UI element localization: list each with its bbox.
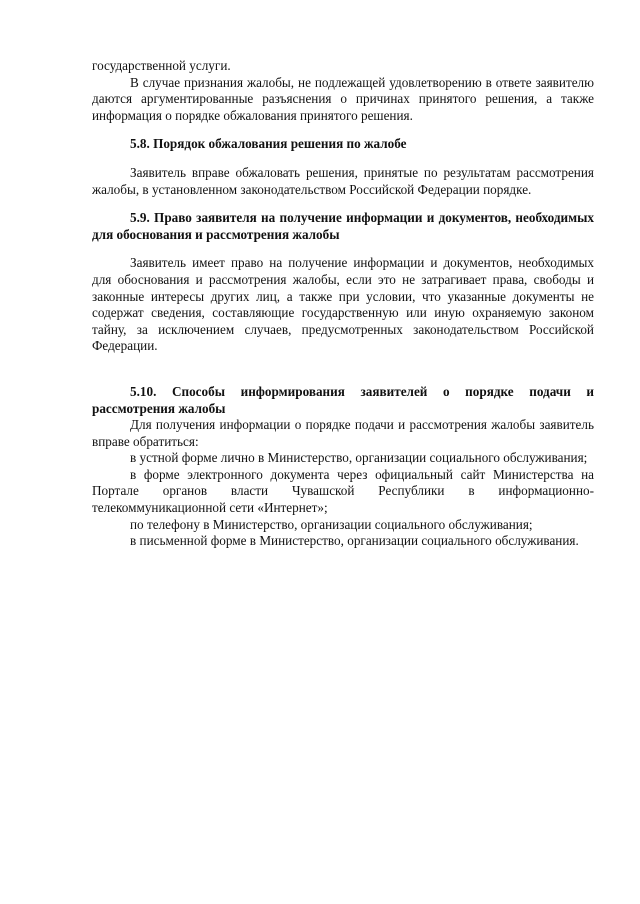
section-5-7-continuation: государственной услуги. <box>92 58 231 73</box>
section-5-9-paragraph: Заявитель имеет право на получение информации и документов, необходимых для обоснования и рассмотрения жалобы, если это не затрагивает права, свободы и законные интересы других лиц, а также при условии, что указанные документы не содержат сведения, составляющие государственную или иную охраняемую законом тайну, за исключением случаев, предусмотренных законодательством Российской Федерации. <box>92 255 594 354</box>
list-item: в устной форме лично в Министерство, организации социального обслуживания; <box>130 450 588 466</box>
list-item: в форме электронного документа через официальный сайт Министерства на Портале органов власти Чувашской Республики в информационно-телекоммуникационной сети «Интернет»; <box>92 466 594 516</box>
section-5-8-paragraph: Заявитель вправе обжаловать решения, принятые по результатам рассмотрения жалобы, в установленном законодательством Российской Федерации порядке. <box>92 164 594 197</box>
section-5-10-heading: 5.10. Способы информирования заявителей о порядке подачи и рассмотрения жалобы <box>92 383 594 416</box>
document-page <box>92 58 594 550</box>
section-5-10-intro: Для получения информации о порядке подачи и рассмотрения жалобы заявитель вправе обратиться: <box>92 417 594 449</box>
list-item: в письменной форме в Министерство, организации социального обслуживания. <box>130 533 579 549</box>
list-item: по телефону в Министерство, организации социального обслуживания; <box>130 516 533 532</box>
section-5-8-heading: 5.8. Порядок обжалования решения по жалобе <box>130 136 407 152</box>
section-5-9-heading: 5.9. Право заявителя на получение информации и документов, необходимых для обоснования и рассмотрения жалобы <box>92 210 594 242</box>
section-5-7-paragraph: В случае признания жалобы, не подлежащей удовлетворению в ответе заявителю даются аргументированные разъяснения о причинах принятого решения, а также информация о порядке обжалования принятого решения. <box>92 74 594 123</box>
